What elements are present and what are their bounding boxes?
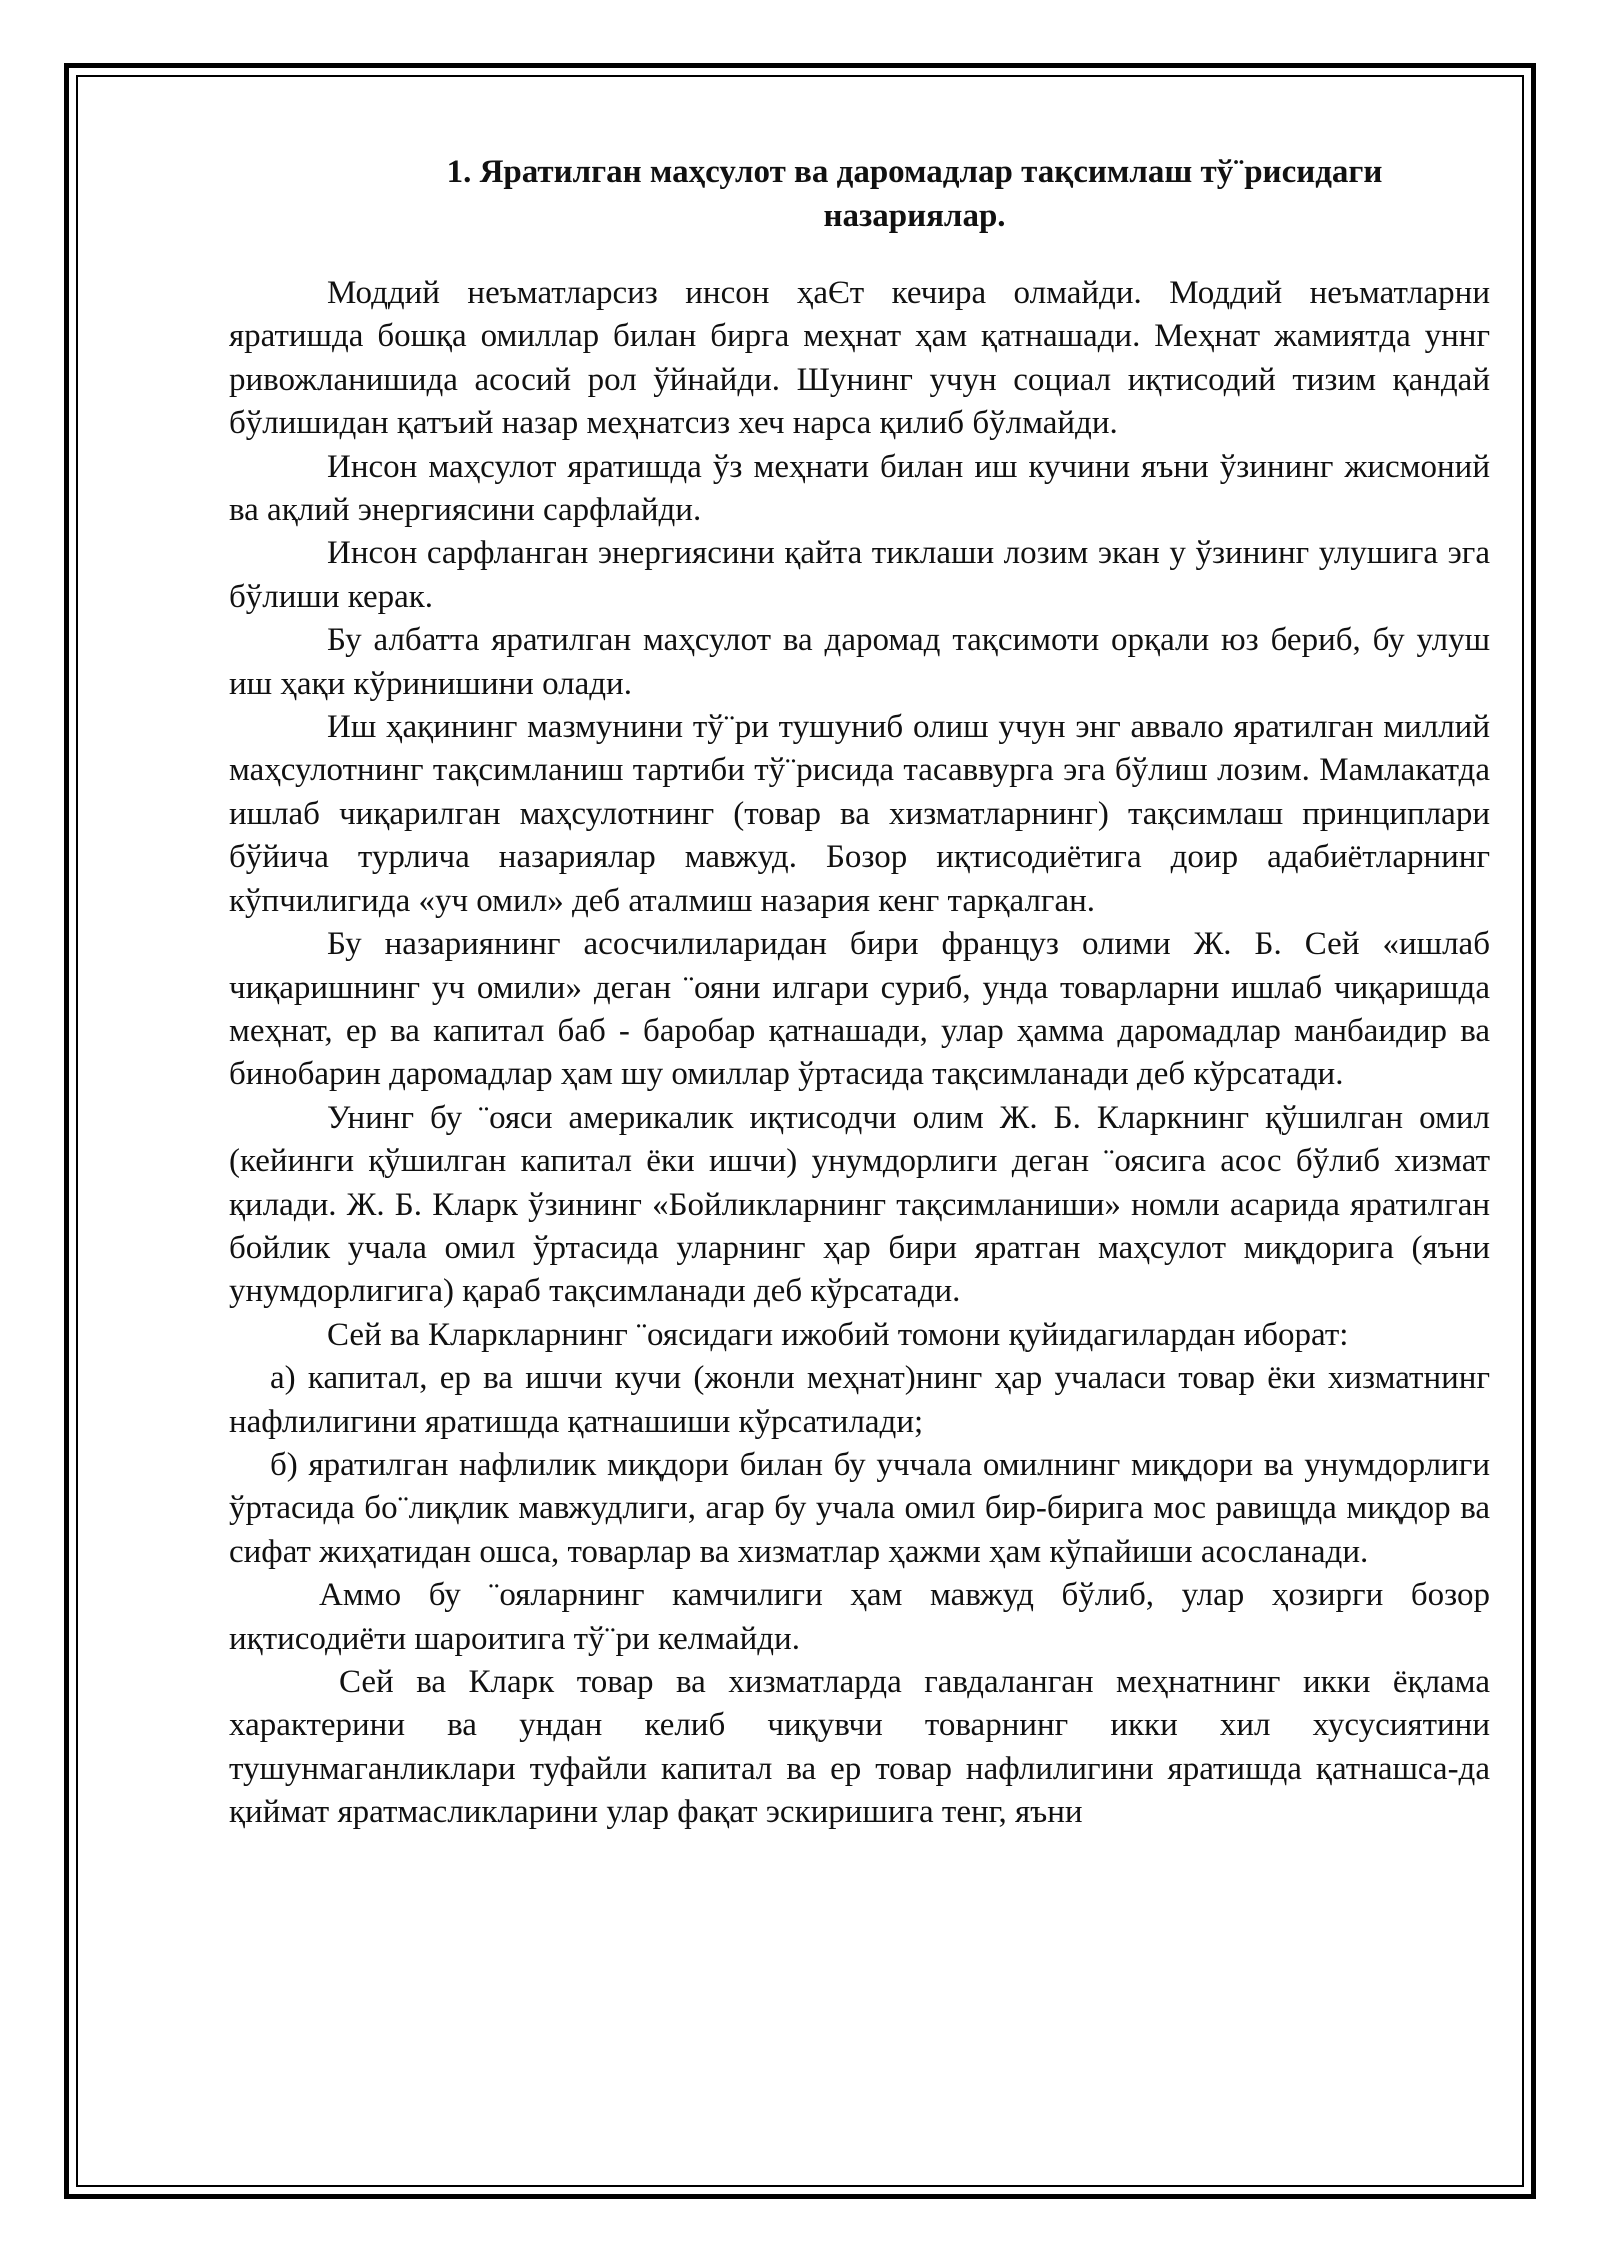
paragraph-9: Аммо бу ¨ояларнинг камчилиги ҳам мавжуд бўлиб, улар ҳозирги бозор иқтисодиёти шароитига тў¨ри келмайди.	[229, 1577, 1490, 1657]
paragraph-1: Моддий неъматларсиз инсон ҳаЄт кечира олмайди. Моддий неъматларни яратишда бошқа омиллар билан бирга меҳнат ҳам қатнашади. Меҳнат жамиятда уннг ривожланишида асосий рол ўйнайди. Шунинг учун социал иқтисодий тизим қандай бўлишидан қатъий назар меҳнатсиз хеч нарса қилиб бўлмайди.	[229, 275, 1490, 442]
paragraph-3: Инсон сарфланган энергиясини қайта тиклаши лозим экан у ўзининг улушига эга бўлиши керак.	[229, 535, 1490, 615]
paragraph-4: Бу албатта яратилган маҳсулот ва даромад тақсимоти орқали юз бериб, бу улуш иш ҳақи кўринишини олади.	[229, 622, 1490, 702]
paragraph-2: Инсон маҳсулот яратишда ўз меҳнати билан иш кучини яъни ўзининг жисмоний ва ақлий энергиясини сарфлайди.	[229, 448, 1490, 529]
paragraph-5: Иш ҳақининг мазмунини тў¨ри тушуниб олиш учун энг аввало яратилган миллий маҳсулотнинг тақсимланиш тартиби тў¨рисида тасаввурга эга бўлиш лозим. Мамлакатда ишлаб чиқарилган маҳсулотнинг (товар ва хизматларнинг) тақсимлаш принциплари бўйича турлича назариялар мавжуд. Бозор иқтисодиётига доир адабиётларнинг кўпчилигида «уч омил» деб аталмиш назария кенг тарқалган.	[229, 709, 1490, 919]
heading-line-2: назариялар.	[823, 198, 1006, 234]
paragraph-6: Бу назариянинг асосчилиларидан бири француз олими Ж. Б. Сей «ишлаб чиқаришнинг уч омили» деган ¨ояни илгари суриб, унда товарларни ишлаб чиқаришда меҳнат, ер ва капитал баб - баробар қатнашади, улар ҳамма даромадлар манбаидир ва бинобарин даромадлар ҳам шу омиллар ўртасида тақсимланади деб кўрсатади.	[229, 926, 1490, 1093]
document-body	[229, 150, 1490, 1835]
section-heading	[229, 150, 1490, 238]
list-item-a: а) капитал, ер ва ишчи кучи (жонли меҳнат)нинг ҳар учаласи товар ёки хизматнинг нафлилигини яратишда қатнашиши кўрсатилади;	[229, 1360, 1490, 1440]
list-item-b: б) яратилган нафлилик миқдори билан бу уччала омилнинг миқдори ва унумдорлиги ўртасида бо¨лиқлик мавжудлиги, агар бу учала омил бир-бирига мос равищда миқдор ва сифат жиҳатидан ошса, товарлар ва хизматлар ҳажми ҳам кўпайиши асосланади.	[229, 1446, 1490, 1570]
heading-line-1: 1. Яратилган маҳсулот ва даромадлар тақсимлаш тў¨рисидаги	[446, 154, 1383, 190]
paragraph-10: Сей ва Кларк товар ва хизматларда гавдаланган меҳнатнинг икки ёқлама характерини ва ундан келиб чиқувчи товарнинг икки хил хусусиятини тушунмаганликлари туфайли капитал ва ер товар нафлилигини яратишда қатнашса-да қиймат яратмасликларини улар фақат эскиришига тенг, яъни	[229, 1664, 1490, 1831]
paragraph-8: Сей ва Кларкларнинг ¨оясидаги ижобий томони қуйидагилардан иборат:	[327, 1316, 1349, 1353]
paragraph-7: Унинг бу ¨ояси америкалик иқтисодчи олим Ж. Б. Кларкнинг қўшилган омил (кейинги қўшилган капитал ёки ишчи) унумдорлиги деган ¨оясига асос бўлиб хизмат қилади. Ж. Б. Кларк ўзининг «Бойликларнинг тақсимланиши» номли асарида яратилган бойлик учала омил ўртасида уларнинг ҳар бири яратган маҳсулот миқдорига (яъни унумдорлигига) қараб тақсимланади деб кўрсатади.	[229, 1099, 1490, 1310]
